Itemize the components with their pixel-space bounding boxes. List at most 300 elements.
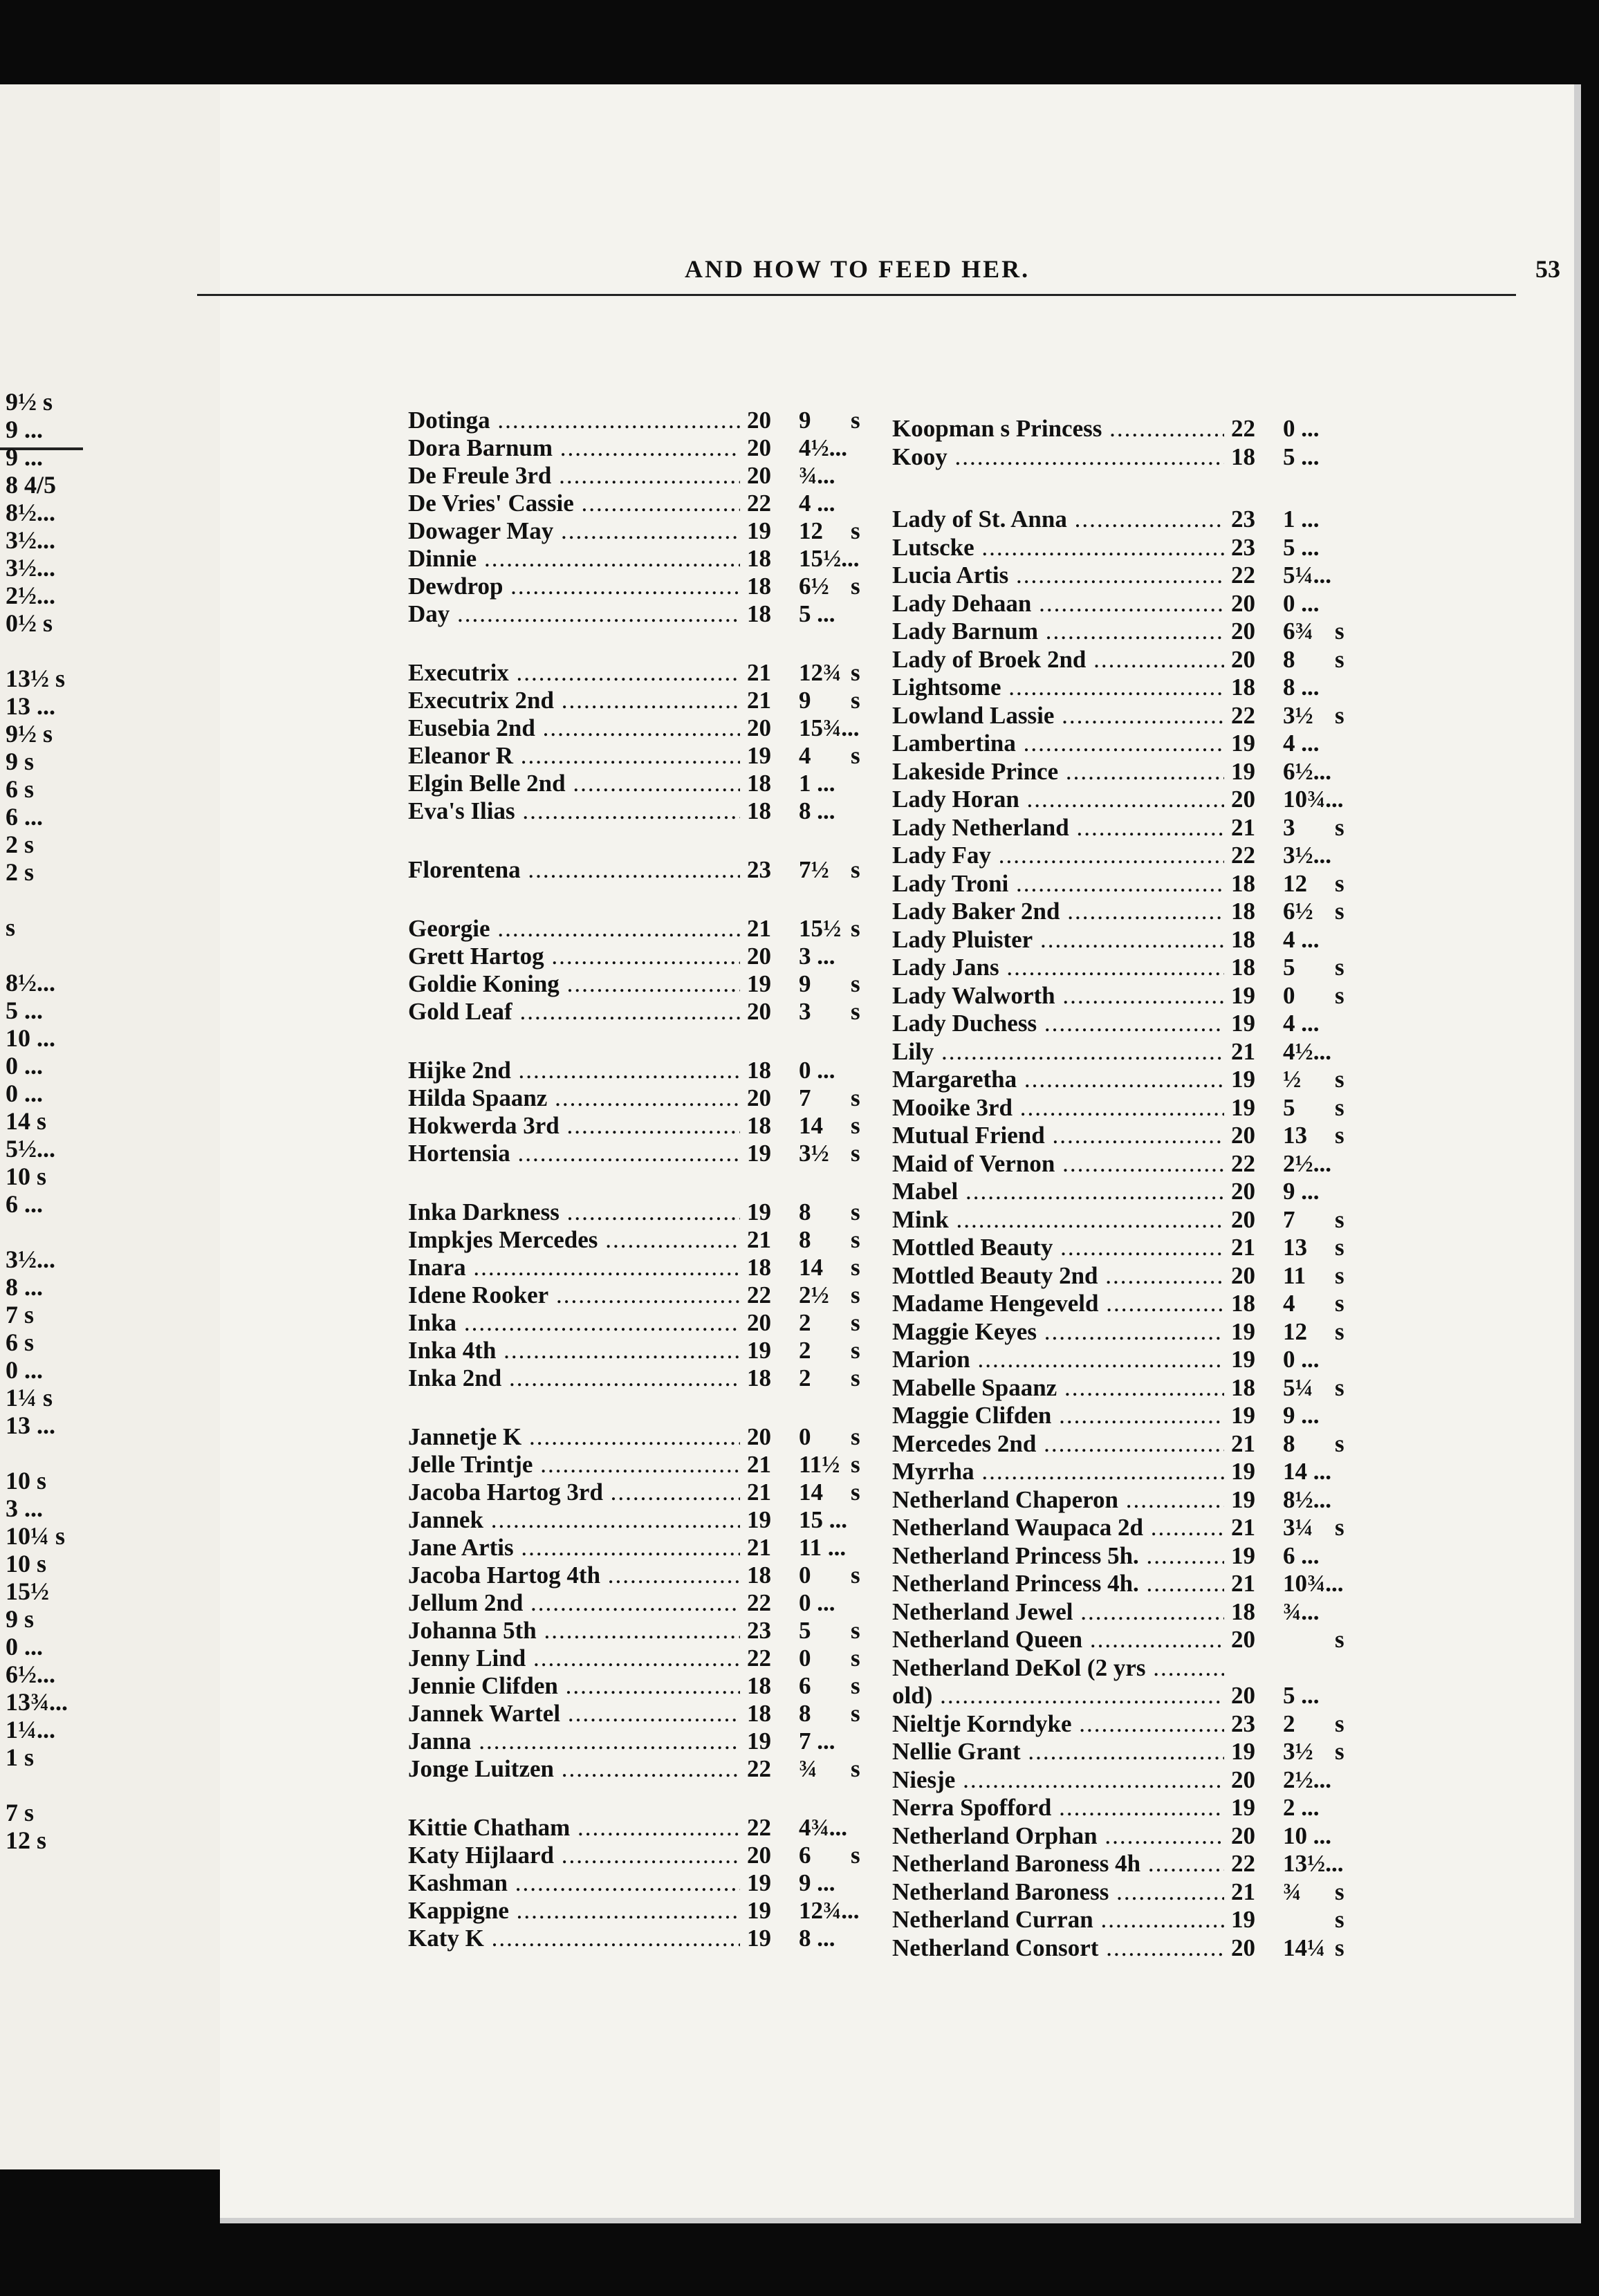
cell-name: Lightsome ..... bbox=[892, 674, 1224, 701]
cell-name: Jannek ..... bbox=[408, 1506, 740, 1534]
cell-val: 6½ bbox=[1283, 898, 1313, 925]
cell-age: 21 bbox=[747, 1451, 771, 1478]
table-row bbox=[892, 1822, 1331, 1850]
cell-age: 20 bbox=[1231, 1205, 1255, 1233]
left-fragment-value: 10¼ s bbox=[6, 1522, 66, 1550]
cell-age: 19 bbox=[1231, 1542, 1255, 1569]
cell-age: 21 bbox=[1231, 1234, 1255, 1261]
cell-val: 15½... bbox=[799, 545, 860, 572]
cell-name: Lady Pluister ..... bbox=[892, 926, 1224, 954]
cell-name: Maggie Clifden ..... bbox=[892, 1402, 1224, 1429]
table-row bbox=[408, 856, 860, 884]
table-row bbox=[892, 1402, 1328, 1429]
cell-val: 9 ... bbox=[799, 1869, 835, 1896]
cell-name: Mutual Friend ..... bbox=[892, 1122, 1224, 1149]
cell-name: Netherland Jewel ..... bbox=[892, 1598, 1224, 1626]
cell-flag: s bbox=[1335, 1934, 1344, 1961]
cell-name: Idene Rooker ..... bbox=[408, 1281, 740, 1309]
cell-val: 5¼... bbox=[1283, 562, 1331, 589]
cell-val: 11½ bbox=[799, 1451, 840, 1478]
cell-name: Jannek Wartel ..... bbox=[408, 1700, 740, 1728]
table-row bbox=[408, 1755, 860, 1783]
table-row bbox=[892, 1290, 1344, 1317]
cell-age: 19 bbox=[1231, 1066, 1255, 1093]
table-row bbox=[408, 1589, 844, 1617]
cell-name: Lady Jans ..... bbox=[892, 954, 1224, 981]
cell-flag: s bbox=[1335, 813, 1344, 841]
table-row bbox=[408, 915, 860, 943]
cell-val: 14 bbox=[799, 1112, 823, 1139]
cell-age: 20 bbox=[747, 1842, 771, 1869]
cell-flag: s bbox=[1335, 701, 1344, 729]
left-fragment-value: 7 s bbox=[6, 1301, 35, 1328]
table-row bbox=[892, 1429, 1344, 1458]
cell-age: 20 bbox=[1231, 1682, 1255, 1709]
left-page-fragment bbox=[0, 84, 248, 2169]
cell-val: 3½ bbox=[799, 1140, 829, 1167]
cell-name: Lutscke ..... bbox=[892, 534, 1224, 562]
cell-flag: s bbox=[1335, 1290, 1344, 1317]
cell-age: 19 bbox=[1231, 1794, 1255, 1821]
cell-val: 10¾... bbox=[1283, 1570, 1344, 1597]
left-fragment-value: 13 ... bbox=[6, 1411, 55, 1439]
cell-age: 22 bbox=[747, 490, 771, 517]
table-row bbox=[892, 701, 1344, 730]
cell-flag: s bbox=[1335, 1878, 1344, 1905]
cell-flag: s bbox=[851, 1700, 860, 1727]
cell-age: 20 bbox=[1231, 645, 1255, 673]
table-row bbox=[892, 1766, 1331, 1794]
left-fragment-value: 2 s bbox=[6, 858, 35, 886]
left-fragment-value: 9 s bbox=[6, 748, 35, 775]
cell-val: 13½... bbox=[1283, 1850, 1344, 1877]
cell-name: Netherland Chaperon ..... bbox=[892, 1486, 1224, 1514]
cell-name: Koopman s Princess ..... bbox=[892, 415, 1224, 443]
table-row bbox=[408, 1254, 860, 1281]
left-fragment-value: 6 ... bbox=[6, 1190, 43, 1218]
cell-val: 0 ... bbox=[799, 1057, 835, 1084]
cell-flag: s bbox=[851, 573, 860, 600]
table-row bbox=[408, 714, 860, 742]
cell-age: 21 bbox=[1231, 1570, 1255, 1597]
table-row bbox=[892, 1542, 1328, 1570]
cell-name: Dora Barnum ..... bbox=[408, 434, 740, 462]
cell-val: 4 ... bbox=[799, 490, 835, 517]
cell-name: Kittie Chatham ..... bbox=[408, 1814, 740, 1842]
cell-flag: s bbox=[851, 1084, 860, 1111]
cell-name: Eva's Ilias ..... bbox=[408, 797, 740, 825]
cell-name: Mabelle Spaanz ..... bbox=[892, 1374, 1224, 1402]
cell-name: Impkjes Mercedes ..... bbox=[408, 1226, 740, 1254]
table-row bbox=[892, 1010, 1328, 1037]
cell-val: 4½... bbox=[1283, 1037, 1331, 1065]
table-row bbox=[892, 674, 1328, 701]
cell-flag: s bbox=[851, 1645, 860, 1672]
cell-flag: s bbox=[851, 659, 860, 686]
cell-val: 3½ bbox=[1283, 1738, 1313, 1765]
cell-name: Hilda Spaanz ..... bbox=[408, 1084, 740, 1112]
cell-val: 4 ... bbox=[1283, 730, 1320, 757]
cell-flag: s bbox=[851, 998, 860, 1025]
cell-val: 8 bbox=[799, 1226, 811, 1253]
table-row bbox=[408, 943, 844, 970]
cell-name: Kooy ..... bbox=[892, 443, 1224, 471]
cell-val: 4½... bbox=[799, 434, 847, 461]
cell-flag: s bbox=[851, 742, 860, 769]
header-rule bbox=[197, 294, 1516, 296]
cell-age: 19 bbox=[747, 1728, 771, 1755]
cell-flag: s bbox=[1335, 1205, 1344, 1233]
table-row bbox=[408, 1728, 844, 1755]
cell-flag: s bbox=[1335, 954, 1344, 981]
table-row bbox=[408, 517, 860, 545]
cell-age: 18 bbox=[747, 545, 771, 572]
cell-name: Georgie ..... bbox=[408, 915, 740, 943]
cell-flag: s bbox=[1335, 1906, 1344, 1933]
cell-val: 8 bbox=[799, 1198, 811, 1225]
cell-age: 18 bbox=[1231, 674, 1255, 701]
left-fragment-value: 3½... bbox=[6, 1246, 55, 1273]
left-fragment-value: 5 ... bbox=[6, 997, 43, 1024]
table-row bbox=[892, 1570, 1344, 1598]
cell-flag: s bbox=[1335, 898, 1344, 925]
table-row bbox=[408, 407, 860, 434]
cell-flag: s bbox=[851, 687, 860, 714]
cell-age: 23 bbox=[747, 1617, 771, 1644]
cell-name: Lady Horan ..... bbox=[892, 786, 1224, 813]
table-row bbox=[892, 954, 1344, 981]
cell-flag: s bbox=[851, 1337, 860, 1364]
cell-name: Lambertina ..... bbox=[892, 730, 1224, 757]
left-fragment-value: 9 s bbox=[6, 1605, 35, 1633]
table-row bbox=[408, 1842, 860, 1869]
table-row bbox=[892, 1037, 1331, 1066]
cell-val: 4¾... bbox=[799, 1814, 847, 1841]
table-row bbox=[892, 1906, 1344, 1934]
left-fragment-value: s bbox=[6, 914, 16, 941]
left-fragment-value: 3½... bbox=[6, 554, 55, 582]
cell-val: 9 bbox=[799, 687, 811, 714]
cell-name: Dotinga ..... bbox=[408, 407, 740, 434]
cell-name: Lady of St. Anna ..... bbox=[892, 506, 1224, 533]
cell-name: Janna ..... bbox=[408, 1728, 740, 1755]
cell-age: 21 bbox=[1231, 1429, 1255, 1457]
cell-name: Netherland DeKol (2 yrs ..... bbox=[892, 1654, 1224, 1682]
cell-val: 3½ bbox=[1283, 701, 1313, 729]
cell-name: Inka 4th ..... bbox=[408, 1337, 740, 1364]
cell-val: ¾... bbox=[799, 462, 835, 489]
table-row bbox=[892, 1234, 1344, 1261]
left-fragment-value: 1¼ s bbox=[6, 1384, 53, 1411]
cell-name: Mottled Beauty 2nd ..... bbox=[892, 1262, 1224, 1290]
cell-val: 2½... bbox=[1283, 1766, 1331, 1793]
cell-age: 23 bbox=[1231, 506, 1255, 533]
cell-flag: s bbox=[851, 1672, 860, 1699]
table-row bbox=[892, 618, 1344, 645]
cell-name: Kappigne ..... bbox=[408, 1897, 740, 1925]
cell-val: 15 ... bbox=[799, 1506, 847, 1533]
cell-val: 11 ... bbox=[799, 1534, 847, 1561]
table-row bbox=[892, 1710, 1344, 1738]
table-row bbox=[408, 797, 844, 825]
table-row bbox=[892, 1093, 1344, 1122]
cell-val: 14 bbox=[799, 1479, 823, 1506]
cell-age: 21 bbox=[1231, 1037, 1255, 1065]
cell-name: Jennie Clifden ..... bbox=[408, 1672, 740, 1700]
cell-val: 8 bbox=[1283, 1429, 1295, 1457]
cell-flag: s bbox=[851, 970, 860, 997]
cell-name: Dewdrop ..... bbox=[408, 573, 740, 600]
left-fragment-value: 9 ... bbox=[6, 416, 43, 443]
table-row bbox=[892, 1682, 1328, 1710]
cell-age: 22 bbox=[1231, 701, 1255, 729]
cell-age: 22 bbox=[747, 1281, 771, 1308]
cell-val: 9 ... bbox=[1283, 1402, 1320, 1429]
cell-age: 19 bbox=[747, 970, 771, 997]
cell-val: 0 ... bbox=[1283, 589, 1320, 617]
table-row bbox=[408, 1309, 860, 1337]
cell-age: 20 bbox=[1231, 1178, 1255, 1205]
cell-age: 22 bbox=[1231, 415, 1255, 442]
table-row bbox=[408, 1672, 860, 1700]
cell-age: 22 bbox=[1231, 1850, 1255, 1877]
cell-val: 2 ... bbox=[1283, 1794, 1320, 1821]
cell-val: ¾ bbox=[1283, 1878, 1302, 1905]
left-fragment-value: 13 ... bbox=[6, 692, 55, 720]
cell-age: 19 bbox=[747, 1140, 771, 1167]
cell-name: Lady Duchess ..... bbox=[892, 1010, 1224, 1037]
cell-age: 22 bbox=[747, 1645, 771, 1672]
table-row bbox=[892, 842, 1331, 869]
cell-name: Hokwerda 3rd ..... bbox=[408, 1112, 740, 1140]
cell-age: 20 bbox=[747, 434, 771, 461]
cell-val: 3 bbox=[1283, 813, 1295, 841]
cell-val: ¾ bbox=[799, 1755, 817, 1782]
cell-val: 13 bbox=[1283, 1234, 1307, 1261]
cell-flag: s bbox=[1335, 869, 1344, 897]
left-fragment-value: 0½ s bbox=[6, 609, 53, 637]
cell-name: Inka ..... bbox=[408, 1309, 740, 1337]
table-row bbox=[892, 1934, 1344, 1962]
cell-age: 18 bbox=[747, 1562, 771, 1589]
cell-flag: s bbox=[1335, 1738, 1344, 1765]
cell-name: Grett Hartog ..... bbox=[408, 943, 740, 970]
table-row bbox=[408, 600, 844, 628]
table-row bbox=[408, 742, 860, 770]
cell-val: 12 bbox=[1283, 1317, 1307, 1345]
left-fragment-value: 10 s bbox=[6, 1467, 47, 1494]
table-row bbox=[892, 1514, 1344, 1542]
cell-flag: s bbox=[851, 1309, 860, 1336]
cell-name: Netherland Queen ..... bbox=[892, 1626, 1224, 1654]
cell-age: 21 bbox=[747, 1479, 771, 1506]
cell-val: 14 ... bbox=[1283, 1458, 1331, 1485]
table-row bbox=[892, 1598, 1328, 1626]
cell-age: 21 bbox=[747, 1534, 771, 1561]
table-row bbox=[892, 415, 1328, 443]
table-row bbox=[892, 590, 1328, 618]
cell-age: 22 bbox=[747, 1755, 771, 1782]
table-row bbox=[408, 1198, 860, 1226]
left-fragment-value: 6 s bbox=[6, 775, 35, 803]
cell-val: 0 ... bbox=[1283, 1346, 1320, 1373]
cell-age: 20 bbox=[747, 943, 771, 970]
left-fragment-value: 3½... bbox=[6, 526, 55, 554]
cell-name: Johanna 5th ..... bbox=[408, 1617, 740, 1645]
cell-age: 18 bbox=[747, 1254, 771, 1281]
cell-name: Nerra Spofford ..... bbox=[892, 1794, 1224, 1822]
cell-name: Florentena ..... bbox=[408, 856, 740, 884]
cell-age: 20 bbox=[1231, 1934, 1255, 1961]
cell-age: 22 bbox=[1231, 1149, 1255, 1177]
cell-val: 4 ... bbox=[1283, 925, 1320, 953]
cell-val: 11 bbox=[1283, 1261, 1306, 1289]
cell-val: 13 bbox=[1283, 1122, 1307, 1149]
cell-val: 6 bbox=[799, 1672, 811, 1699]
cell-val: 2 bbox=[799, 1337, 811, 1364]
cell-val: 12 bbox=[799, 517, 823, 544]
cell-age: 21 bbox=[747, 915, 771, 942]
table-row bbox=[892, 645, 1344, 674]
cell-age: 22 bbox=[1231, 842, 1255, 869]
cell-age: 19 bbox=[1231, 1402, 1255, 1429]
cell-age: 20 bbox=[747, 1309, 771, 1336]
cell-age: 20 bbox=[1231, 1766, 1255, 1793]
cell-name: Mabel ..... bbox=[892, 1178, 1224, 1205]
cell-flag: s bbox=[851, 1755, 860, 1782]
cell-flag: s bbox=[851, 1364, 860, 1391]
cell-val: 5 bbox=[799, 1617, 811, 1644]
cell-flag: s bbox=[851, 1562, 860, 1589]
cell-val: 7 bbox=[1283, 1205, 1295, 1233]
cell-age: 19 bbox=[1231, 1346, 1255, 1373]
left-fragment-value: 5½... bbox=[6, 1135, 55, 1163]
table-row bbox=[892, 1149, 1331, 1178]
left-fragment-value: 3 ... bbox=[6, 1494, 43, 1522]
table-row bbox=[892, 1878, 1344, 1906]
cell-age: 19 bbox=[1231, 981, 1255, 1009]
cell-flag: s bbox=[1335, 1122, 1344, 1149]
table-row bbox=[892, 443, 1328, 471]
left-fragment-value: 9 ... bbox=[6, 443, 43, 471]
cell-val: 14¼ bbox=[1283, 1934, 1326, 1961]
cell-name: Jelle Trintje ..... bbox=[408, 1451, 740, 1479]
left-fragment-value: 10 s bbox=[6, 1163, 47, 1190]
table-row bbox=[408, 1423, 860, 1451]
table-row bbox=[892, 898, 1344, 925]
cell-val: 3¼ bbox=[1283, 1514, 1313, 1541]
cell-val: 0 bbox=[799, 1562, 811, 1589]
cell-val: 1 ... bbox=[1283, 506, 1320, 533]
table-row bbox=[408, 659, 860, 687]
cell-val: 10 ... bbox=[1283, 1822, 1331, 1849]
cell-name: Netherland Consort ..... bbox=[892, 1934, 1224, 1962]
cell-name: Dowager May ..... bbox=[408, 517, 740, 545]
cell-flag: s bbox=[851, 1226, 860, 1253]
cell-flag: s bbox=[851, 1479, 860, 1506]
table-row bbox=[408, 1617, 860, 1645]
table-row bbox=[892, 1205, 1344, 1234]
cell-age: 21 bbox=[1231, 1878, 1255, 1905]
cell-val: 0 ... bbox=[799, 1589, 835, 1616]
cell-val: 10¾... bbox=[1283, 786, 1344, 813]
cell-age: 18 bbox=[1231, 1373, 1255, 1401]
cell-age: 19 bbox=[1231, 1485, 1255, 1513]
cell-flag: s bbox=[851, 1140, 860, 1167]
cell-age: 18 bbox=[747, 1700, 771, 1727]
table-row bbox=[408, 1562, 860, 1589]
cell-flag: s bbox=[851, 1617, 860, 1644]
table-row bbox=[892, 813, 1344, 842]
cell-val: 0 bbox=[799, 1645, 811, 1672]
table-row bbox=[408, 1226, 860, 1254]
cell-val: 7 ... bbox=[799, 1728, 835, 1755]
cell-val: 6¾ bbox=[1283, 618, 1313, 645]
cell-val: 12¾ bbox=[799, 659, 842, 686]
table-row bbox=[408, 1084, 860, 1112]
table-row bbox=[892, 1458, 1331, 1485]
cell-name: Netherland Curran ..... bbox=[892, 1906, 1224, 1934]
left-fragment-value: 10 ... bbox=[6, 1024, 55, 1052]
table-row bbox=[892, 1373, 1344, 1402]
cell-age: 20 bbox=[1231, 1822, 1255, 1849]
cell-val: 15¾... bbox=[799, 714, 860, 741]
cell-flag: s bbox=[851, 856, 860, 883]
left-fragment-value: 9½ s bbox=[6, 388, 53, 416]
cell-age: 19 bbox=[747, 1897, 771, 1924]
table-row bbox=[408, 770, 844, 797]
cell-val: 2½ bbox=[799, 1281, 829, 1308]
cell-age: 23 bbox=[747, 856, 771, 883]
cell-flag: s bbox=[1335, 618, 1344, 645]
cell-age: 18 bbox=[747, 1112, 771, 1139]
left-fragment-value: 0 ... bbox=[6, 1052, 43, 1080]
cell-val: 7½ bbox=[799, 856, 829, 883]
cell-name: Lowland Lassie ..... bbox=[892, 702, 1224, 730]
cell-name: Nieltje Korndyke ..... bbox=[892, 1710, 1224, 1738]
table-row bbox=[408, 970, 860, 998]
left-fragment-value: 8½... bbox=[6, 969, 55, 997]
cell-flag: s bbox=[851, 407, 860, 434]
cell-name: Netherland Princess 4h. ..... bbox=[892, 1570, 1224, 1598]
table-row bbox=[408, 490, 844, 517]
cell-name: Lady Baker 2nd ..... bbox=[892, 898, 1224, 925]
cell-flag: s bbox=[1335, 1710, 1344, 1737]
cell-flag: s bbox=[1335, 1317, 1344, 1345]
table-row bbox=[408, 687, 860, 714]
cell-name: Jenny Lind ..... bbox=[408, 1645, 740, 1672]
table-row bbox=[892, 1485, 1331, 1514]
cell-val: 5¼ bbox=[1283, 1373, 1313, 1401]
table-row bbox=[892, 981, 1344, 1010]
table-row bbox=[892, 506, 1328, 533]
running-header: AND HOW TO FEED HER. bbox=[685, 255, 1030, 283]
cell-age: 20 bbox=[1231, 589, 1255, 617]
cell-flag: s bbox=[851, 1112, 860, 1139]
cell-name: Margaretha ..... bbox=[892, 1066, 1224, 1093]
cell-flag: s bbox=[1335, 1261, 1344, 1289]
table-row bbox=[892, 757, 1331, 786]
cell-name: Lady Dehaan ..... bbox=[892, 590, 1224, 618]
cell-name: Inka 2nd ..... bbox=[408, 1364, 740, 1392]
left-fragment-value: 1¼... bbox=[6, 1716, 55, 1743]
cell-age: 19 bbox=[1231, 1458, 1255, 1485]
left-fragment-value: 15½ bbox=[6, 1577, 49, 1605]
cell-val: 8 ... bbox=[799, 797, 835, 824]
cell-val: 8 bbox=[799, 1700, 811, 1727]
cell-name: Jacoba Hartog 3rd ..... bbox=[408, 1479, 740, 1506]
cell-val: 6½ bbox=[799, 573, 829, 600]
